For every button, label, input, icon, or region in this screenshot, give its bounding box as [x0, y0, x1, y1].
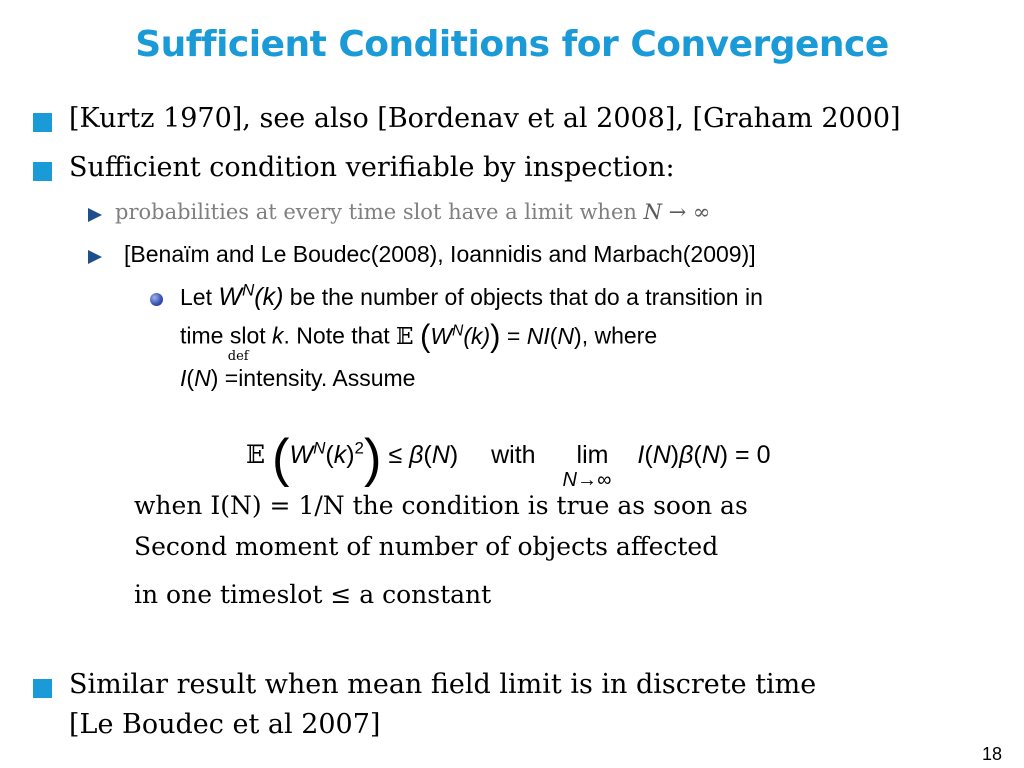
limit-subscript: N→∞: [562, 468, 612, 491]
condition-line-3: in one timeslot ≤ a constant: [134, 580, 492, 609]
i-of-n-math: I: [180, 365, 187, 391]
bullet-square-icon: [33, 679, 52, 698]
slide-title: Sufficient Conditions for Convergence: [135, 24, 889, 65]
condition-line-2: Second moment of number of objects affected: [134, 532, 719, 561]
with-label: with: [491, 440, 536, 469]
transition-definition-line-2: [180, 318, 657, 354]
n-to-infinity-math: N → ∞: [643, 200, 711, 224]
bullet-kurtz-reference: [Kurtz 1970], see also [Bordenav et al 2008], [Graham 2000]: [69, 103, 901, 134]
bullet-square-icon: [33, 113, 52, 132]
note-that-label: . Note that: [283, 322, 397, 349]
page-number: 18: [981, 744, 1002, 764]
sub-bullet-arrow-icon: [88, 250, 102, 264]
limit-operator: lim N→∞: [562, 440, 612, 491]
k-math: k: [272, 322, 284, 349]
expectation-math: 𝔼 $(W^N(k)) = NI(N)$: [396, 318, 582, 353]
condition-line-1: when I(N) = 1/N the condition is true as soon as: [134, 491, 748, 520]
wn-k-math: $W^N(k)$: [218, 280, 284, 311]
bullet-sufficient-condition: Sufficient condition verifiable by inspection:: [69, 152, 675, 183]
bullet-discrete-time-line-2: [Le Boudec et al 2007]: [69, 709, 381, 740]
sub-bullet-limit-text: [115, 200, 710, 224]
sub-bullet-limit-label: probabilities at every time slot have a limit when: [115, 200, 644, 224]
round-bullet-icon: [150, 293, 163, 306]
def-equals-symbol: def =: [224, 349, 249, 391]
sub-bullet-benaim-reference: [Benaïm and Le Boudec(2008), Ioannidis and Marbach(2009)]: [124, 241, 756, 267]
bullet-square-icon: [33, 162, 52, 181]
time-slot-label: time slot: [180, 322, 273, 349]
transition-definition-line-1: [180, 280, 763, 312]
bullet-discrete-time-line-1: Similar result when mean field limit is in discrete time: [69, 669, 817, 700]
moment-condition-formula: 𝔼 $(W^N(k)^2) \le \beta(N)$ with lim N→∞ I(N)β(N) = 0: [246, 429, 771, 491]
sub-bullet-arrow-icon: [88, 208, 102, 222]
where-label: , where: [581, 322, 658, 349]
intensity-definition-line: I(N) def =intensity. Assume: [180, 349, 416, 391]
let-label: Let: [180, 284, 219, 310]
transition-description: be the number of objects that do a transition in: [283, 284, 763, 310]
intensity-label: intensity. Assume: [238, 365, 416, 391]
